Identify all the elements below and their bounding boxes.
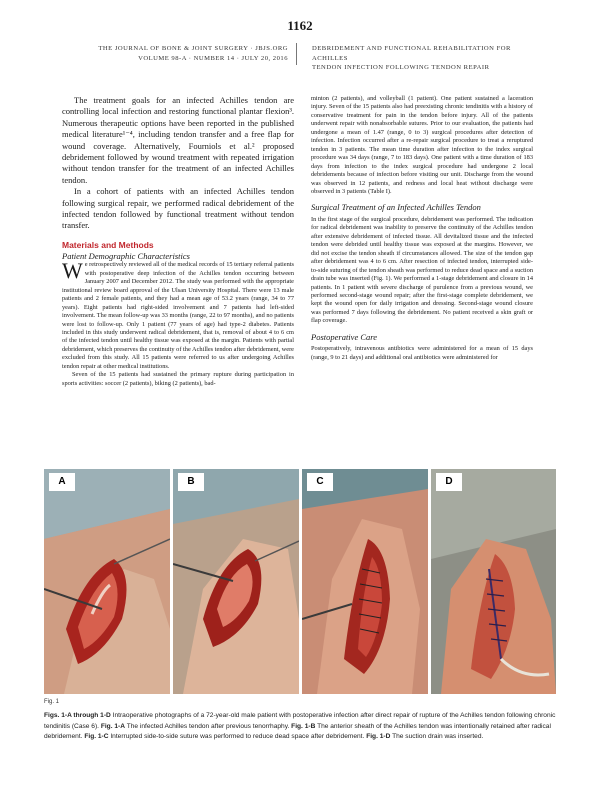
header-divider [296,43,297,65]
figure-panel-d [431,469,556,694]
right-column [311,95,533,362]
article-running-title [312,44,522,73]
figure-caption [44,711,556,743]
intro-paragraph-2: In a cohort of patients with an infected Achilles tendon following surgical repair, we performed radical debridement of the infected tendon followed by functional treatment without tendon transfer. [62,186,294,231]
demographics-paragraph-1 [62,258,295,371]
demographics-paragraph-2: Seven of the 15 patients had sustained the primary rupture during participation in sports activities: soccer (2 patients), biking (2 patients), bad- [62,371,294,387]
left-column [62,95,294,388]
caption-label-1a: Fig. 1-A [100,722,125,730]
caption-lead: Figs. 1-A through 1-D [44,712,111,719]
figure-1 [44,469,556,694]
caption-label-1d: Fig. 1-D [366,733,391,741]
drop-cap: W [62,258,83,284]
surgical-paragraph: In the first stage of the surgical procedure, debridement was performed. The indication for radical debridement was inability to preserve the continuity of the Achilles tendon after extensive debridement of infected tissue. All devitalized tissue and the infected tendon were debrided until healthy tissue was exposed at the margins. However, we did not excise the tendon sheath if circumstances allowed. The size of the tendon gap after debridement was 4 to 6 cm. After resection of infected tendon, interrupted side-to-side suturing of the tendon sheath was performed to reduce dead space and a suction drain tube was inserted (Fig. 1). We performed a 1-stage debridement and closure in 14 patients. In 1 patient with severe discharge of purulence from a previous wound, we performed second-stage wound repair; after the first-stage complete debridement, we kept the wound open for daily irrigation and dressing. Second-stage wound closure was performed 7 days following the debridement. No patient received a skin graft or flap coverage. [311,215,533,325]
caption-text-1a: The infected Achilles tendon after previous tenorrhaphy. [125,722,292,730]
caption-intro: Intraoperative photographs of a 72-year-old male patient with postoperative infection after direct repair of rupture of the Achilles tendon following chronic tendinitis (Case 6). [44,712,556,730]
page-number: 1162 [287,18,313,33]
subsection-title-postoperative: Postoperative Care [311,331,378,342]
caption-text-1c: Interrupted side-to-side suture was performed to reduce dead space after debridement. [108,733,367,741]
journal-volume: VOLUME 98-A · NUMBER 14 · JULY 20, 2016 [138,54,288,62]
surgical-photo-a [44,469,170,694]
surgical-photo-c [302,469,428,694]
subsection-title-surgical: Surgical Treatment of an Infected Achilles Tendon [311,202,481,213]
figure-tag: Fig. 1 [44,699,60,705]
introduction [62,95,294,232]
caption-label-1b: Fig. 1-B [291,722,316,730]
caption-text-1b: The anterior sheath of the Achilles tendon was intentionally retained after radical debridement. [44,722,551,741]
figure-panel-b [173,469,299,694]
section-title-methods: Materials and Methods [62,239,154,250]
caption-label-1c: Fig. 1-C [84,733,109,741]
panel-label-c: C [307,473,333,491]
caption-text-1d: The suction drain was inserted. [390,733,484,741]
subsection-title-demographics: Patient Demographic Characteristics [62,250,190,261]
panel-label-d: D [436,473,462,491]
surgical-photo-d [431,469,556,694]
panel-label-b: B [178,473,204,491]
intro-paragraph-1: The treatment goals for an infected Achilles tendon are controlling local infection and restoring functional plantar flexion³. Numerous therapeutic options have been reported in the published medical literature¹⁻⁴, including tendon transfer and a free flap for wound coverage. Alternatively, Fourniols et al.² proposed debridement followed by wound treatment with repeated irrigation without tendon transfer for the treatment of an infected Achilles tendon. [62,95,294,185]
postoperative-paragraph: Postoperatively, intravenous antibiotics were administered for a mean of 15 days (range, 9 to 21 days) and additional oral antibiotics were administered for [311,345,533,361]
surgical-photo-b [173,469,299,694]
demographics-paragraph-3: minton (2 patients), and volleyball (1 patient). One patient sustained a laceration injury. Seven of the 15 patients also had preexisting chronic tendinitis with a history of conservative treatment for pain in the tendon before injury. All of the patients underwent repair with nonabsorbable sutures. Prior to our evaluation, the patients had undergone a mean of 1.47 (range, 0 to 3) surgical procedures after detection of infection. Infection occurred after a re-repair surgical procedure to treat a reruptured tendon in 3 patients. The mean time duration after infection to the index surgical procedure was 34 days (range, 7 to 183 days). One patient with a time duration of 183 days from infection to the index surgical procedure had undergone 2 local debridements because of infection before visiting our unit. Discharge from the wound was observed in 12 patients, and redness and local heat without discharge were observed in 3 patients (Table I). [311,95,533,195]
journal-title: THE JOURNAL OF BONE & JOINT SURGERY · JBJS.ORG [98,45,288,52]
figure-panel-a [44,469,170,694]
running-title-line2: TENDON INFECTION FOLLOWING TENDON REPAIR [312,64,490,71]
journal-header [92,44,288,63]
panel-label-a: A [49,473,75,491]
demographics-paragraph-1-text: e retrospectively reviewed all of the medical records of 15 tertiary referral patients with postoperative deep infection of the Achilles tendon occurring between January 2007 and December 2012. The study was performed with the appropriate institutional review board approval of the Ulsan University Hospital. There were 13 male patients and 2 female patients, and they had a mean age of 53.2 years (range, 34 to 77 years). Eight patients had right-sided involvement and 7 patients had left-sided involvement. The mean follow-up was 33 months (range, 22 to 97 months), and no patients were lost to follow-up. Only 1 patient (77 years of age) had type-2 diabetes. Patients included in this study underwent radical debridement, that is, removal of about 4 to 6 cm of the infected tendon until healthy tissue was exposed at the margin. Patients with partial debridement, which preserves the continuity of the Achilles tendon after debridement, were excluded from this study. All 15 patients were referred to us after undergoing Achilles tendon repair at other medical institutions. [62,261,295,370]
running-title-line1: DEBRIDEMENT AND FUNCTIONAL REHABILITATION FOR ACHILLES [312,45,511,62]
figure-panel-c [302,469,428,694]
